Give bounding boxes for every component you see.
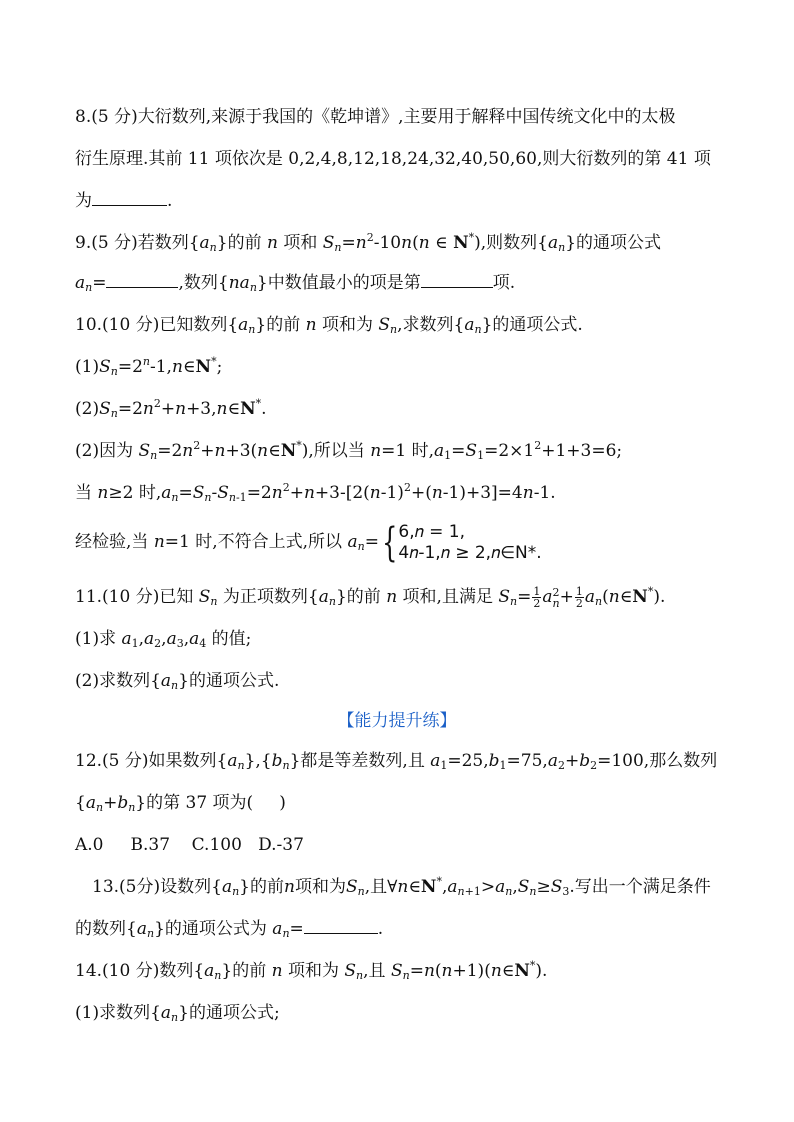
- answer-blank: [106, 272, 178, 288]
- q10-solution-line1: (2)因为 $S_n=2n^2+n+3(n\in N^*)$,所以当 n=1 时$,a_1=S_1=2\times 1^2+1+3=6$;: [75, 439, 623, 462]
- q14-stem: 14.(10 分)数列$\{a_n\}$的前 n 项和为 $S_n$,且 $S_n=n(n+1)(n\in N^*)$.: [75, 959, 548, 982]
- q8-line2: 衍生原理.其前 11 项依次是 0,2,4,8,12,18,24,32,40,50,60,则大衍数列的第 41 项: [75, 149, 711, 169]
- q10-stem: 10.(10 分)已知数列$\{a_n\}$的前 n 项和为 $S_n$,求数列$\{a_n\}$的通项公式.: [75, 315, 583, 336]
- fraction-half: $\frac{1}{2}$: [575, 585, 583, 610]
- q11-part2: (2)求数列$\{a_n\}$的通项公式.: [75, 671, 280, 692]
- q9-line1: 9.(5 分)若数列$\{a_n\}$的前 n 项和 $S_n=n^2-10n(n$ ∈ N*),则数列$\{a_n\}$的通项公式: [75, 231, 662, 254]
- q11-stem: 11.(10 分)已知 $S_n$ 为正项数列$\{a_n\}$的前 n 项和,且满足 $S_n=$ $\frac{1}{2}$ a 2 n + $\frac{1}{2}$ $a_n(n\in N^*)$.: [75, 585, 666, 610]
- q12-line2: $\{a_n+b_n\}$的第 37 项为( ): [75, 793, 286, 814]
- q10-part2: $(2)S_n=2n^2+n+3,n\in N^*$.: [75, 397, 267, 420]
- q10-solution-line3: 经检验,当 n=1 时,不符合上式,所以 $a_n=${ 6,𝑛 = 1, 4𝑛-1,𝑛 ≥ 2,𝑛∈N*.: [75, 519, 542, 566]
- left-brace: {: [382, 519, 398, 566]
- answer-blank: [421, 272, 493, 288]
- q10-part1: $(1)S_n=2^n-1,n\in N^*$;: [75, 355, 223, 378]
- q11-part1: (1)求 $a_1,a_2,a_3,a_4$ 的值;: [75, 629, 252, 650]
- piecewise-cases: [398, 522, 541, 564]
- q8-line3: 为 .: [75, 191, 173, 211]
- q12-options: A.0 B.37 C.100 D.-37: [75, 835, 304, 855]
- q14-part1: (1)求数列$\{a_n\}$的通项公式;: [75, 1003, 280, 1024]
- case-1: 6,𝑛 = 1,: [398, 521, 466, 542]
- q12-stem: 12.(5 分)如果数列$\{a_n\},\{b_n\}$都是等差数列,且 $a_1=25,b_1=75,a_2+b_2=100$,那么数列: [75, 751, 718, 772]
- case-2: 4𝑛-1,𝑛 ≥ 2,𝑛∈N*.: [398, 542, 542, 563]
- q10-solution-line2: 当 n≥2 时$,a_n=S_n-S_{n-1}=2n^2+n+3-[2(n-1)^2+(n-1)+3]=4n-1$.: [75, 481, 556, 504]
- q13-line2: 的数列$\{a_n\}$的通项公式为 $a_n=$ .: [75, 919, 384, 940]
- answer-blank: [304, 918, 378, 934]
- section-title: 【能力提升练】: [337, 711, 457, 731]
- q9-line2: $a_n=$ ,数列$\{na_n\}$中数值最小的项是第 项.: [75, 273, 516, 294]
- q13-stem: 13.(5分)设数列$\{a_n\}$的前n项和为$S_n$,且$\forall n\in N^*,a_{n+1}>a_n,S_n\ge S_3$.写出一个满足条件: [92, 875, 711, 898]
- q8-line1: 8.(5 分)大衍数列,来源于我国的《乾坤谱》,主要用于解释中国传统文化中的太极: [75, 107, 676, 127]
- answer-blank: [92, 190, 167, 206]
- fraction-half: $\frac{1}{2}$: [533, 585, 541, 610]
